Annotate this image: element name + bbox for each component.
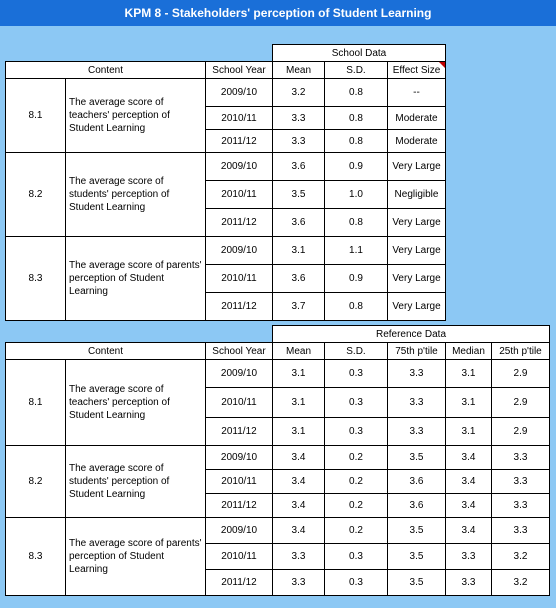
mean-cell: 3.3 [273,130,325,153]
mean-cell: 3.1 [273,388,325,418]
median-cell: 3.3 [446,570,492,596]
effect-size-cell: -- [388,79,446,107]
mean-cell: 3.4 [273,446,325,470]
school-year-cell: 2009/10 [206,518,273,544]
p25-cell: 2.9 [492,418,550,446]
content-description: The average score of parents' perception of Student Learning [66,518,206,596]
p25-cell: 3.3 [492,494,550,518]
effect-size-header: Effect Size [388,62,446,79]
mean-cell: 3.2 [273,79,325,107]
kpm-id: 8.1 [6,79,66,153]
p75-cell: 3.5 [388,544,446,570]
school-year-cell: 2011/12 [206,130,273,153]
mean-cell: 3.1 [273,360,325,388]
p25-cell: 2.9 [492,360,550,388]
school-year-cell: 2010/11 [206,265,273,293]
p25-cell: 3.3 [492,518,550,544]
mean-cell: 3.1 [273,237,325,265]
content-description: The average score of students' perception of Student Learning [66,446,206,518]
mean-cell: 3.3 [273,544,325,570]
mean-cell: 3.1 [273,418,325,446]
page-title: KPM 8 - Stakeholders' perception of Student Learning [0,0,556,26]
median-cell: 3.1 [446,388,492,418]
content-description: The average score of parents' perception of Student Learning [66,237,206,321]
mean-header: Mean [273,343,325,360]
effect-size-cell: Very Large [388,209,446,237]
reference-data-header: Reference Data [273,326,550,343]
mean-cell: 3.7 [273,293,325,321]
sd-cell: 0.2 [325,446,388,470]
median-cell: 3.4 [446,518,492,544]
school-year-cell: 2011/12 [206,209,273,237]
median-header: Median [446,343,492,360]
school-year-cell: 2010/11 [206,181,273,209]
blank-cell [6,326,273,343]
mean-cell: 3.4 [273,518,325,544]
p25-header: 25th p'tile [492,343,550,360]
school-year-cell: 2009/10 [206,79,273,107]
school-year-cell: 2009/10 [206,446,273,470]
p25-cell: 3.2 [492,544,550,570]
p75-cell: 3.5 [388,570,446,596]
sd-cell: 0.3 [325,388,388,418]
p75-cell: 3.5 [388,446,446,470]
table-row [6,446,550,470]
sd-cell: 0.8 [325,209,388,237]
median-cell: 3.3 [446,544,492,570]
school-year-cell: 2010/11 [206,544,273,570]
school-year-cell: 2010/11 [206,107,273,130]
school-year-cell: 2011/12 [206,418,273,446]
mean-cell: 3.6 [273,265,325,293]
p75-header: 75th p'tile [388,343,446,360]
mean-cell: 3.4 [273,494,325,518]
kpm-id: 8.1 [6,360,66,446]
school-year-cell: 2011/12 [206,570,273,596]
content-header: Content [6,343,206,360]
effect-size-cell: Moderate [388,130,446,153]
sd-header: S.D. [325,62,388,79]
sd-cell: 0.3 [325,570,388,596]
reference-data-table [5,325,550,596]
table-row [6,153,446,181]
school-year-cell: 2011/12 [206,494,273,518]
sd-cell: 0.8 [325,130,388,153]
school-year-cell: 2011/12 [206,293,273,321]
p75-cell: 3.5 [388,518,446,544]
effect-size-cell: Very Large [388,265,446,293]
content-header: Content [6,62,206,79]
sd-cell: 0.8 [325,293,388,321]
effect-size-cell: Very Large [388,237,446,265]
school-year-cell: 2009/10 [206,153,273,181]
content-description: The average score of teachers' perception of Student Learning [66,360,206,446]
kpm-id: 8.2 [6,446,66,518]
p25-cell: 3.2 [492,570,550,596]
sd-cell: 0.9 [325,265,388,293]
p75-cell: 3.3 [388,418,446,446]
median-cell: 3.4 [446,494,492,518]
sd-cell: 0.8 [325,107,388,130]
school-year-header: School Year [206,343,273,360]
kpm-id: 8.2 [6,153,66,237]
sd-header: S.D. [325,343,388,360]
effect-size-cell: Very Large [388,293,446,321]
table-row [6,79,446,107]
median-cell: 3.4 [446,446,492,470]
median-cell: 3.1 [446,360,492,388]
table-row [6,237,446,265]
table-row [6,518,550,544]
sd-cell: 0.2 [325,518,388,544]
p25-cell: 3.3 [492,470,550,494]
p25-cell: 2.9 [492,388,550,418]
mean-cell: 3.6 [273,153,325,181]
content-description: The average score of teachers' perception of Student Learning [66,79,206,153]
mean-cell: 3.4 [273,470,325,494]
p25-cell: 3.3 [492,446,550,470]
sd-cell: 1.1 [325,237,388,265]
effect-size-cell: Negligible [388,181,446,209]
school-year-cell: 2009/10 [206,237,273,265]
sd-cell: 0.3 [325,418,388,446]
school-year-cell: 2010/11 [206,388,273,418]
median-cell: 3.1 [446,418,492,446]
kpm-id: 8.3 [6,237,66,321]
table-row [6,360,550,388]
sd-cell: 0.2 [325,494,388,518]
mean-cell: 3.5 [273,181,325,209]
school-year-header: School Year [206,62,273,79]
sd-cell: 0.2 [325,470,388,494]
kpm-id: 8.3 [6,518,66,596]
blank-cell [6,45,273,62]
school-data-header: School Data [273,45,446,62]
p75-cell: 3.3 [388,388,446,418]
sd-cell: 1.0 [325,181,388,209]
mean-cell: 3.6 [273,209,325,237]
school-data-table [5,44,446,321]
sd-cell: 0.3 [325,544,388,570]
effect-size-cell: Very Large [388,153,446,181]
sd-cell: 0.9 [325,153,388,181]
median-cell: 3.4 [446,470,492,494]
mean-cell: 3.3 [273,570,325,596]
sd-cell: 0.8 [325,79,388,107]
effect-size-cell: Moderate [388,107,446,130]
mean-header: Mean [273,62,325,79]
sd-cell: 0.3 [325,360,388,388]
mean-cell: 3.3 [273,107,325,130]
school-year-cell: 2009/10 [206,360,273,388]
p75-cell: 3.6 [388,470,446,494]
school-year-cell: 2010/11 [206,470,273,494]
content-description: The average score of students' perception of Student Learning [66,153,206,237]
p75-cell: 3.6 [388,494,446,518]
p75-cell: 3.3 [388,360,446,388]
